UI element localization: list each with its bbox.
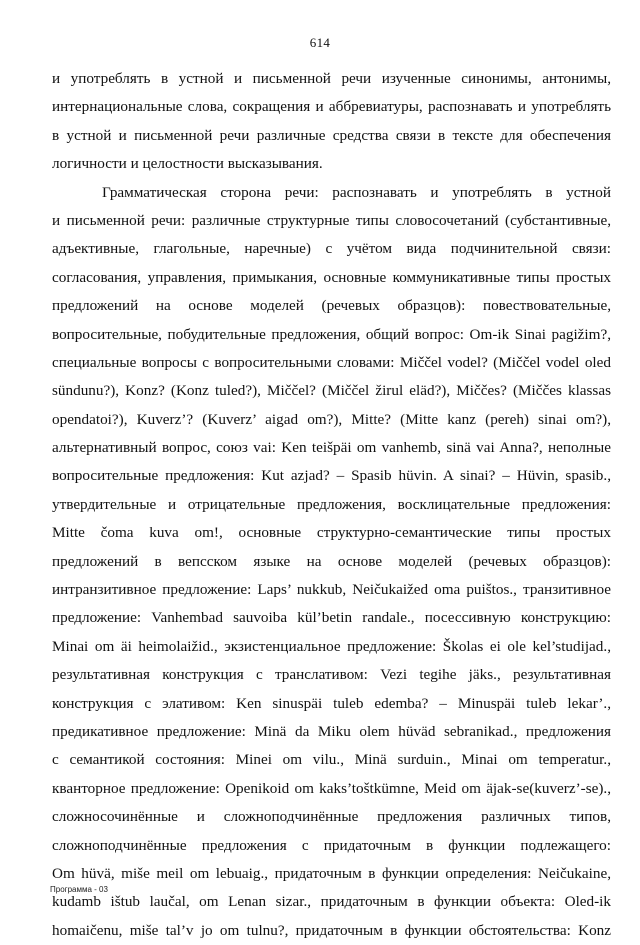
text-line: Mitte čoma kuva om!, основные структурно-семантические типы простых: [52, 524, 611, 542]
text-line: предикативное предложение: Minä da Miku olem hüväd sebranikad., предложения: [52, 722, 611, 740]
text-line: вопросительные предложения: Kut azjad? – Spasib hüvin. A sinai? – Hüvin, spasib.,: [52, 467, 611, 485]
text-line: Om hüvä, miše meil om lebuaig., придаточным в функции определения: Neičukaine,: [52, 864, 611, 882]
text-line: конструкция с элативом: Ken sinuspäi tuleb edemba? – Minuspäi tuleb lekar’.,: [52, 694, 611, 712]
footer-label: Программа - 03: [50, 885, 108, 894]
text-line: специальные вопросы с вопросительными словами: Miččel vodel? (Miččel vodel oled: [52, 353, 611, 371]
page-number: 614: [309, 35, 331, 50]
text-line: opendatoi?), Kuverz’? (Kuverz’ aigad om?), Mitte? (Mitte kanz (pereh) sinai om?),: [52, 410, 611, 428]
text-line: предложений в вепсском языке на основе моделей (речевых образцов):: [52, 552, 611, 570]
text-line: вопросительные, побудительные предложения, общий вопрос: Om-ik Sinai pagižim?,: [52, 325, 611, 343]
text-line: адъективные, глагольные, наречные) с учётом вида подчинительной связи:: [52, 240, 611, 258]
text-line: логичности и целостности высказывания.: [52, 155, 323, 173]
text-line: сложносочинённые и сложноподчинённые предложения различных типов,: [52, 808, 611, 826]
text-line: Грамматическая сторона речи: распознавать и употреблять в устной: [102, 183, 611, 201]
text-line: согласования, управления, примыкания, основные коммуникативные типы простых: [52, 268, 611, 286]
body-text: [52, 65, 611, 945]
text-line: результативная конструкция с транслативом: Vezi tegihe jäks., результативная: [52, 666, 611, 684]
text-line: предложение: Vanhembad sauvoiba kül’betin randale., посессивную конструкцию:: [52, 609, 611, 627]
text-line: альтернативный вопрос, союз vai: Ken teišpäi om vanhemb, sinä vai Anna?, неполные: [52, 439, 611, 457]
text-line: сложноподчинённые предложения с придаточным в функции подлежащего:: [52, 836, 611, 854]
text-line: интранзитивное предложение: Laps’ nukkub, Neičukaižed oma puištos., транзитивное: [52, 581, 611, 599]
text-line: предложений на основе моделей (речевых образцов): повествовательные,: [52, 297, 611, 315]
text-line: kudamb ištub laučal, om Lenan sizar., придаточным в функции объекта: Oled-ik: [52, 893, 611, 911]
text-line: Minai om äi heimolaižid., экзистенциальное предложение: Školas ei ole kel’studijad.,: [52, 637, 611, 655]
text-line: кванторное предложение: Openikoid om kaks’toštkümne, Meid om äjak-se(kuverz’-se).,: [52, 779, 611, 797]
text-line: с семантикой состояния: Minei om vilu., Minä surduin., Minai om temperatur.,: [52, 751, 611, 769]
text-line: и письменной речи: различные структурные типы словосочетаний (субстантивные,: [52, 211, 611, 229]
text-line: и употреблять в устной и письменной речи изученные синонимы, антонимы,: [52, 70, 611, 87]
text-line: утвердительные и отрицательные предложения, восклицательные предложения:: [52, 495, 611, 513]
text-line: homaičenu, miše tal’v jo om tulnu?, придаточным в функции обстоятельства: Konz: [52, 921, 611, 939]
text-line: в устной и письменной речи различные средства связи в тексте для обеспечения: [52, 126, 611, 144]
text-line: sündunu?), Konz? (Konz tuled?), Miččel? (Miččel žirul eläd?), Miččes? (Miččes klassas: [52, 382, 611, 400]
text-line: интернациональные слова, сокращения и аббревиатуры, распознавать и употреблять: [52, 98, 611, 116]
